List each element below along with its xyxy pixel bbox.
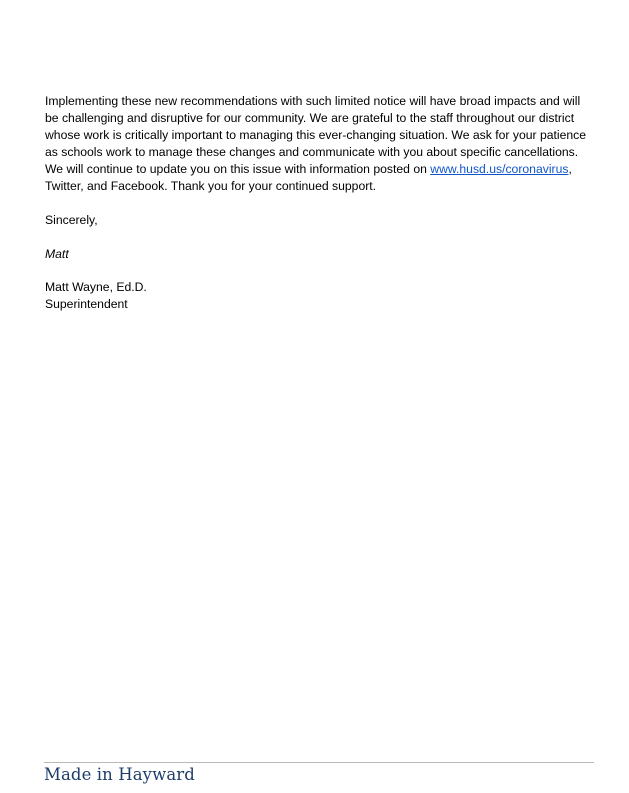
footer-divider <box>44 762 594 763</box>
body-text-after-link: , Twitter, and Facebook. Thank you for your continued support. <box>45 162 572 194</box>
coronavirus-info-link[interactable]: www.husd.us/coronavirus <box>430 162 569 177</box>
body-paragraph <box>45 93 590 196</box>
footer-brand-text: Made in Hayward <box>44 765 195 784</box>
closing-salutation: Sincerely, <box>45 212 98 227</box>
signer-title: Superintendent <box>45 296 128 311</box>
body-text-before-link: Implementing these new recommendations with such limited notice will have broad impacts and will be challenging and disruptive for our community. We are grateful to the staff throughout our district whose work is critically important to managing this ever-changing situation. We ask for your patience as schools work to manage these changes and communicate with you about specific cancellations. We will continue to update you on this issue with information posted on <box>45 94 587 177</box>
signer-name: Matt Wayne, Ed.D. <box>45 279 147 294</box>
signature: Matt <box>45 246 69 261</box>
letter-content <box>45 93 590 313</box>
